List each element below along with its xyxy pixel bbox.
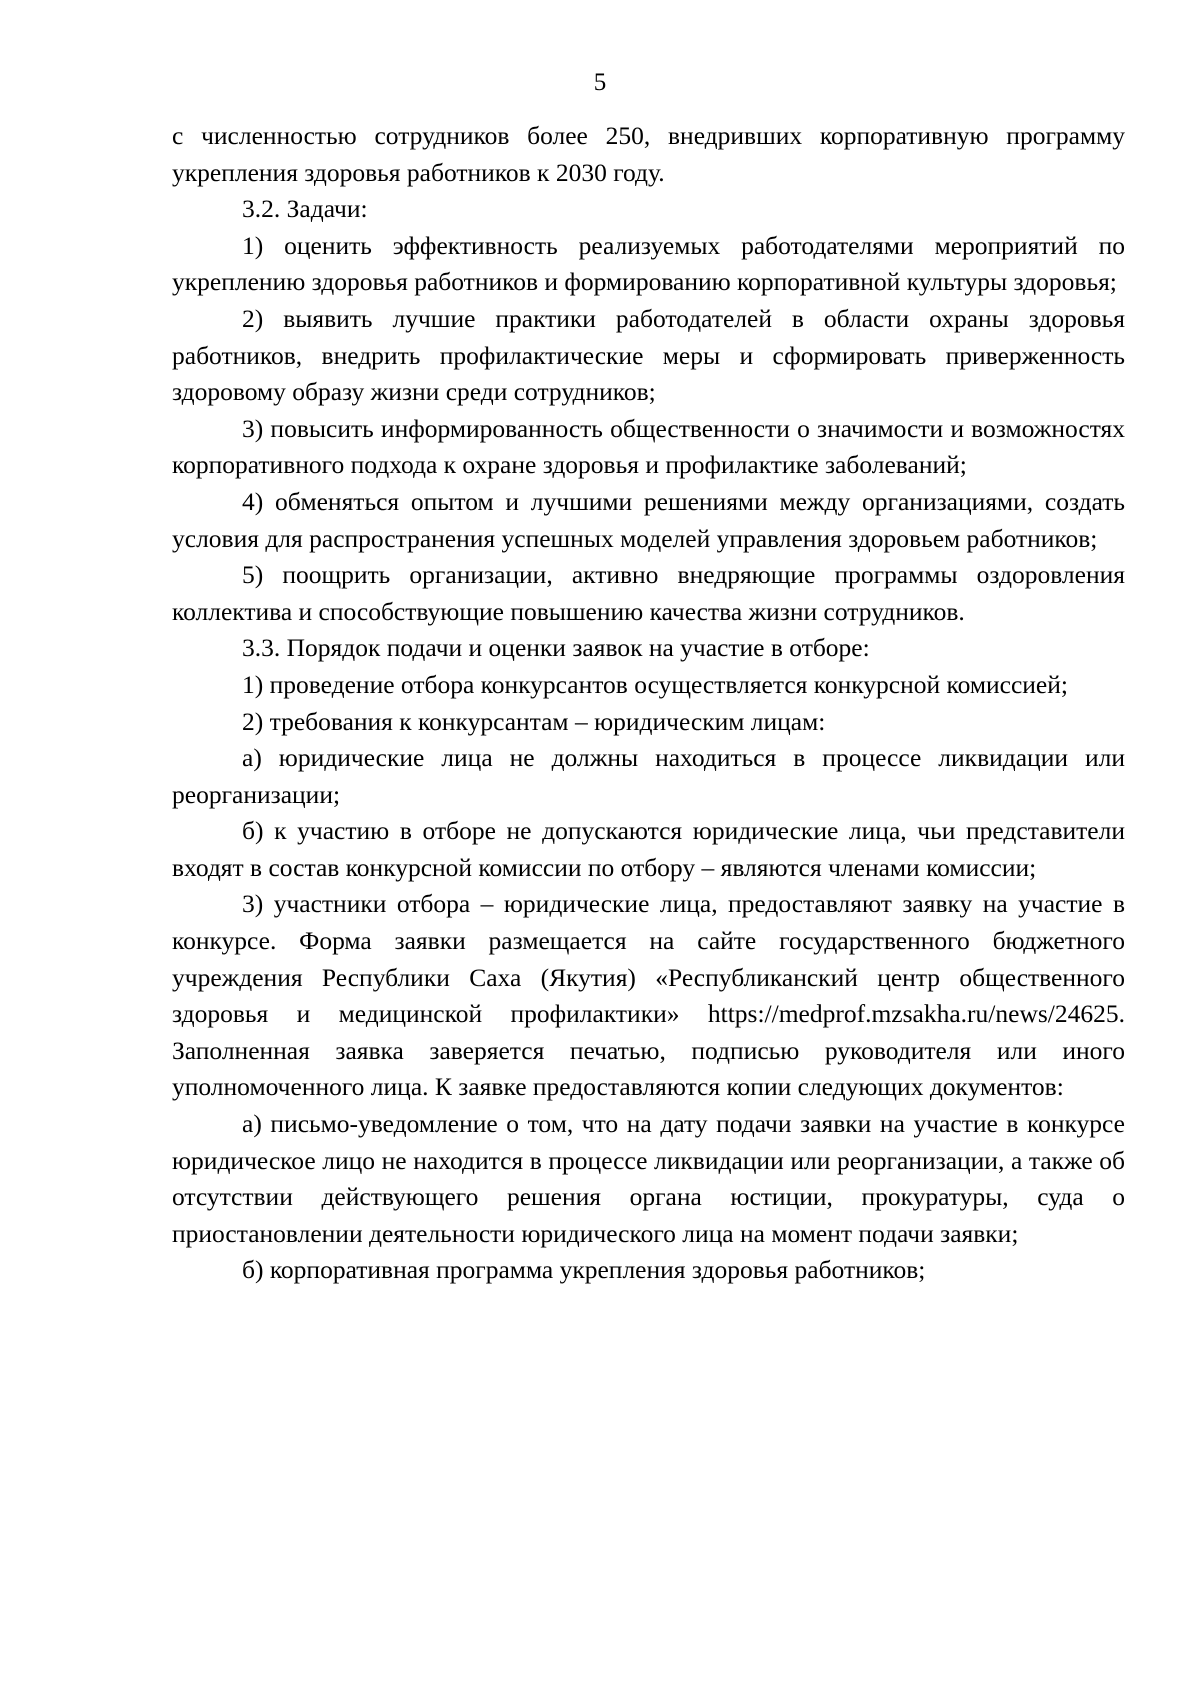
task-item-3: 3) повысить информированность общественности о значимости и возможностях корпоративного подхода к охране здоровья и профилактике заболеваний;: [172, 413, 1125, 480]
requirement-item-a: а) юридические лица не должны находиться в процессе ликвидации или реорганизации;: [172, 743, 1125, 809]
task-item-2: 2) выявить лучшие практики работодателей в области охраны здоровья работников, внедрить профилактические меры и сформировать приверженность здоровому образу жизни среди сотрудников;: [172, 303, 1125, 407]
procedure-item-1: 1) проведение отбора конкурсантов осуществляется конкурсной комиссией;: [242, 669, 1068, 699]
requirement-item-b: б) к участию в отборе не допускаются юридические лица, чьи представители входят в состав конкурсной комиссии по отбору – являются членами комиссии;: [172, 816, 1125, 882]
document-body: [172, 118, 1125, 1289]
task-item-4: 4) обменяться опытом и лучшими решениями между организациями, создать условия для распространения успешных моделей управления здоровьем работников;: [172, 486, 1125, 553]
section-heading-3-2: 3.2. Задачи:: [242, 194, 368, 224]
document-item-b: б) корпоративная программа укрепления здоровья работников;: [242, 1255, 926, 1285]
procedure-item-3: 3) участники отбора – юридические лица, предоставляют заявку на участие в конкурсе. Форма заявки размещается на сайте государственного бюджетного учреждения Республики Саха (Якутия) «Республиканский центр общественного здоровья и медицинской профилактики» https://medprof.mzsakha.ru/news/24625. Заполненная заявка заверяется печатью, подписью руководителя или иного уполномоченного лица. К заявке предоставляются копии следующих документов:: [172, 889, 1125, 1102]
section-heading-3-3: 3.3. Порядок подачи и оценки заявок на участие в отборе:: [242, 633, 870, 663]
task-item-1: 1) оценить эффективность реализуемых работодателями мероприятий по укреплению здоровья работников и формированию корпоративной культуры здоровья;: [172, 230, 1125, 297]
paragraph-intro-continuation: с численностью сотрудников более 250, внедривших корпоративную программу укрепления здоровья работников к 2030 году.: [172, 121, 1125, 187]
procedure-item-2: 2) требования к конкурсантам – юридическим лицам:: [242, 706, 826, 736]
document-item-a: а) письмо-уведомление о том, что на дату подачи заявки на участие в конкурсе юридическое лицо не находится в процессе ликвидации или реорганизации, а также об отсутствии действующего решения органа юстиции, прокуратуры, суда о приостановлении деятельности юридического лица на момент подачи заявки;: [172, 1109, 1125, 1248]
task-item-5: 5) поощрить организации, активно внедряющие программы оздоровления коллектива и способствующие повышению качества жизни сотрудников.: [172, 560, 1125, 626]
page-number: 5: [593, 69, 607, 96]
